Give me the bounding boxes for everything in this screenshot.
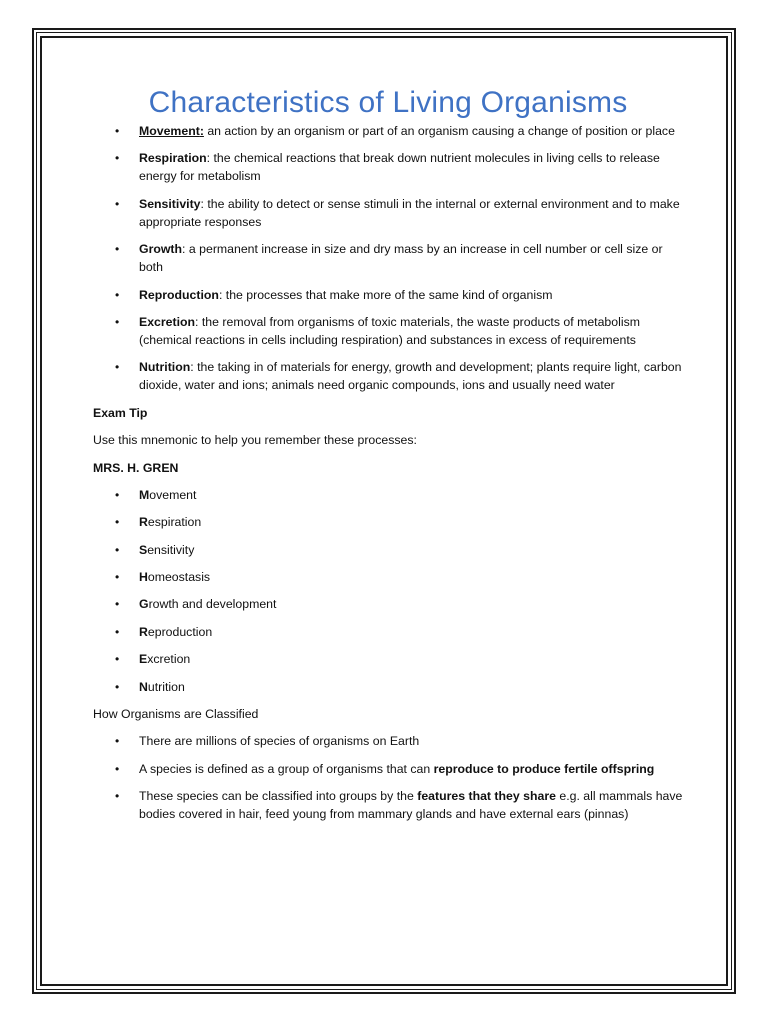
mnemonic-item bbox=[93, 541, 683, 559]
document-content bbox=[93, 86, 683, 833]
term-definition: the chemical reactions that break down nutrient molecules in living cells to release energy for metabolism bbox=[139, 151, 660, 184]
characteristics-list bbox=[93, 122, 683, 394]
bullet-icon: • bbox=[115, 124, 120, 138]
bullet-icon: • bbox=[115, 487, 120, 502]
classification-item bbox=[93, 732, 683, 750]
mnemonic-rest: omeostasis bbox=[147, 570, 211, 585]
bullet-icon: • bbox=[115, 652, 120, 667]
term-definition: the removal from organisms of toxic materials, the waste products of metabolism (chemical reactions in cells including respiration) and substances in excess of requirements bbox=[139, 314, 640, 347]
classification-list bbox=[93, 732, 683, 823]
list-item-movement bbox=[93, 122, 683, 140]
classification-heading: How Organisms are Classified bbox=[93, 707, 259, 722]
mnemonic-letter: H bbox=[139, 570, 148, 585]
exam-tip-intro: Use this mnemonic to help you remember these processes: bbox=[93, 433, 417, 448]
mnemonic-letter: M bbox=[139, 487, 150, 502]
bullet-icon: • bbox=[115, 314, 120, 329]
classification-item bbox=[93, 760, 683, 778]
classification-item bbox=[93, 787, 683, 823]
mnemonic-rest: rowth and development bbox=[148, 597, 277, 612]
term-separator: : bbox=[206, 151, 211, 166]
mnemonic-letter: E bbox=[139, 652, 148, 667]
page-title: Characteristics of Living Organisms bbox=[148, 86, 628, 119]
mnemonic-item bbox=[93, 595, 683, 613]
mnemonic-item bbox=[93, 623, 683, 641]
term-separator: : bbox=[200, 196, 204, 211]
bullet-icon: • bbox=[115, 597, 120, 612]
classification-text: A species is defined as a group of organisms that can bbox=[139, 761, 434, 776]
term-definition: a permanent increase in size and dry mass by an increase in cell number or cell size or both bbox=[139, 242, 663, 275]
term-separator: : bbox=[182, 242, 186, 257]
classification-text: These species can be classified into groups by the bbox=[139, 789, 418, 804]
classification-text-end: e.g. all mammals have bodies covered in hair, feed young from mammary glands and have external ears (pinnas) bbox=[139, 789, 683, 822]
term-separator: : bbox=[199, 124, 204, 138]
term-definition: the taking in of materials for energy, growth and development; plants require light, carbon dioxide, water and ions; animals need organic compounds, ions and usually need water bbox=[139, 360, 682, 393]
list-item-respiration bbox=[93, 149, 683, 185]
term-label: Nutrition bbox=[139, 360, 191, 375]
mnemonic-letter: G bbox=[139, 597, 149, 612]
exam-tip-heading: Exam Tip bbox=[93, 405, 148, 420]
term-separator: : bbox=[190, 360, 194, 375]
list-item-sensitivity bbox=[93, 195, 683, 231]
term-label: Growth bbox=[139, 242, 183, 257]
term-definition: the ability to detect or sense stimuli in the internal or external environment and to make appropriate responses bbox=[139, 196, 680, 229]
classification-text: There are millions of species of organisms on Earth bbox=[139, 734, 420, 749]
list-item-nutrition bbox=[93, 358, 683, 394]
mnemonic-rest: espiration bbox=[147, 515, 202, 530]
list-item-excretion bbox=[93, 313, 683, 349]
bullet-icon: • bbox=[115, 196, 120, 211]
mnemonic-letter: R bbox=[139, 624, 148, 639]
term-label: Reproduction bbox=[139, 287, 219, 302]
mnemonic-item bbox=[93, 568, 683, 586]
mnemonic-rest: xcretion bbox=[147, 652, 191, 667]
term-separator: : bbox=[195, 314, 199, 329]
term-definition: an action by an organism or part of an organism causing a change of position or place bbox=[203, 124, 675, 138]
bullet-icon: • bbox=[115, 360, 120, 375]
list-item-reproduction bbox=[93, 286, 683, 304]
mnemonic-item bbox=[93, 486, 683, 504]
mnemonic-item bbox=[93, 650, 683, 668]
mnemonic-rest: ensitivity bbox=[147, 542, 195, 557]
bullet-icon: • bbox=[115, 515, 120, 530]
term-label: Movement bbox=[139, 124, 200, 138]
term-label: Respiration bbox=[139, 151, 207, 166]
mnemonic-letter: R bbox=[139, 515, 148, 530]
bullet-icon: • bbox=[115, 542, 120, 557]
mnemonic-item bbox=[93, 678, 683, 696]
term-label: Sensitivity bbox=[139, 196, 201, 211]
bullet-icon: • bbox=[115, 679, 120, 694]
mnemonic-letter: N bbox=[139, 679, 148, 694]
bullet-icon: • bbox=[115, 242, 120, 257]
classification-emphasis: features that they share bbox=[417, 789, 556, 804]
term-separator: : bbox=[218, 287, 223, 302]
mnemonic-rest: eproduction bbox=[147, 624, 213, 639]
bullet-icon: • bbox=[115, 734, 120, 749]
mnemonic-heading: MRS. H. GREN bbox=[93, 460, 179, 475]
bullet-icon: • bbox=[115, 287, 120, 302]
mnemonic-letter: S bbox=[139, 542, 148, 557]
list-item-growth bbox=[93, 240, 683, 276]
bullet-icon: • bbox=[115, 789, 120, 804]
mnemonic-rest: utrition bbox=[147, 679, 185, 694]
term-label: Excretion bbox=[139, 314, 196, 329]
term-definition: the processes that make more of the same kind of organism bbox=[222, 287, 553, 302]
bullet-icon: • bbox=[115, 570, 120, 585]
bullet-icon: • bbox=[115, 761, 120, 776]
classification-emphasis: reproduce to produce fertile offspring bbox=[433, 761, 655, 776]
mnemonic-list bbox=[93, 486, 683, 696]
mnemonic-rest: ovement bbox=[149, 487, 197, 502]
mnemonic-item bbox=[93, 513, 683, 531]
bullet-icon: • bbox=[115, 624, 120, 639]
bullet-icon: • bbox=[115, 151, 120, 166]
